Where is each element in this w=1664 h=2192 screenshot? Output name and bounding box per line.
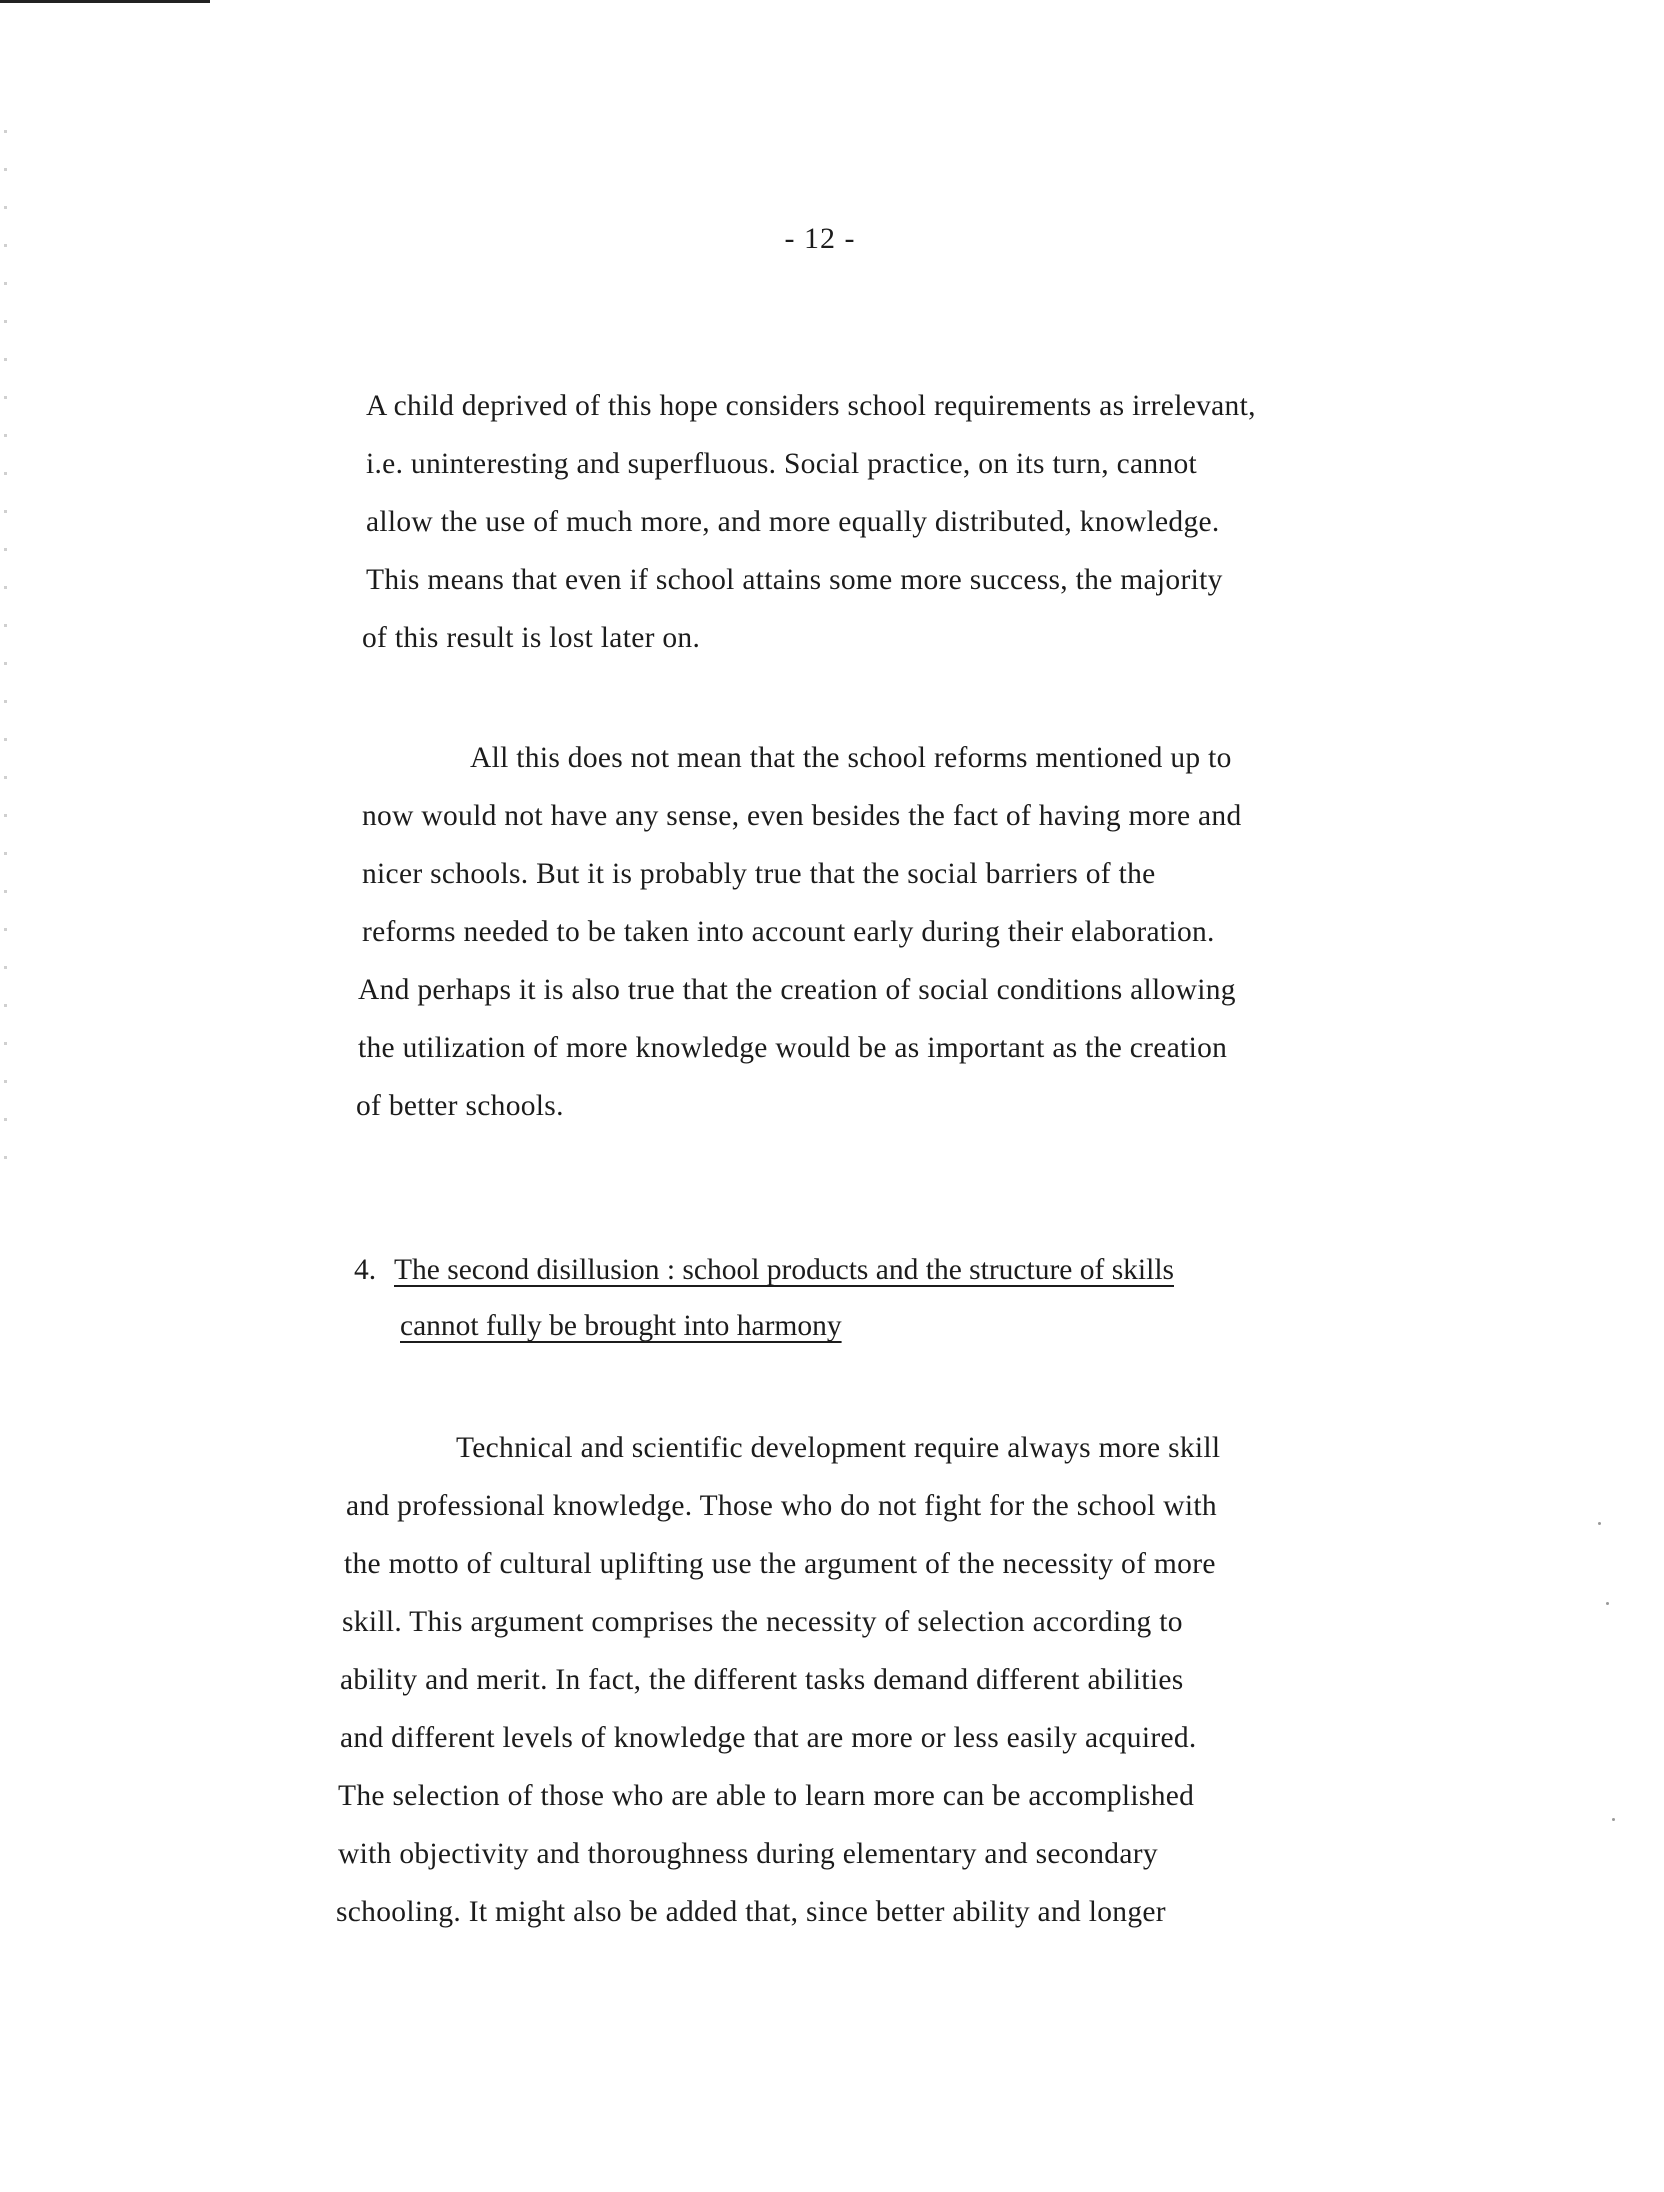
paragraph-2-line: reforms needed to be taken into account early during their elaboration.	[362, 916, 1215, 948]
paragraph-1-line: A child deprived of this hope considers school requirements as irrelevant,	[366, 390, 1256, 422]
scan-margin-specks	[4, 130, 7, 1180]
page-number: - 12 -	[784, 222, 856, 255]
section-title-part-1: The second disillusion : school products and the structure of skills	[394, 1254, 1174, 1286]
paragraph-3-line: and professional knowledge. Those who do not fight for the school with	[346, 1490, 1217, 1522]
scan-speck	[1606, 1602, 1609, 1605]
paragraph-3-line: schooling. It might also be added that, since better ability and longer	[336, 1896, 1166, 1928]
section-heading-line-1	[354, 1250, 1174, 1290]
section-number: 4.	[354, 1254, 377, 1286]
paragraph-1-line: allow the use of much more, and more equally distributed, knowledge.	[366, 506, 1220, 538]
paragraph-3-line: skill. This argument comprises the necessity of selection according to	[342, 1606, 1183, 1638]
paragraph-2-line: of better schools.	[356, 1090, 564, 1122]
paragraph-3-line: ability and merit. In fact, the different tasks demand different abilities	[340, 1664, 1184, 1696]
paragraph-2-line: And perhaps it is also true that the creation of social conditions allowing	[358, 974, 1236, 1006]
paragraph-2-line: now would not have any sense, even besides the fact of having more and	[362, 800, 1242, 832]
paragraph-3-line: Technical and scientific development require always more skill	[456, 1432, 1221, 1464]
paragraph-2-line: All this does not mean that the school reforms mentioned up to	[470, 742, 1232, 774]
paragraph-2-line: the utilization of more knowledge would be as important as the creation	[358, 1032, 1228, 1064]
scan-speck	[1612, 1818, 1615, 1821]
paragraph-3-line: and different levels of knowledge that are more or less easily acquired.	[340, 1722, 1197, 1754]
section-heading-line-2	[400, 1306, 842, 1346]
scan-edge-mark	[0, 0, 210, 3]
paragraph-1-line: This means that even if school attains some more success, the majority	[366, 564, 1223, 596]
paragraph-2-line: nicer schools. But it is probably true that the social barriers of the	[362, 858, 1156, 890]
paragraph-3-line: The selection of those who are able to learn more can be accomplished	[338, 1780, 1195, 1812]
paragraph-3-line: the motto of cultural uplifting use the argument of the necessity of more	[344, 1548, 1216, 1580]
paragraph-1-line: of this result is lost later on.	[362, 622, 701, 654]
paragraph-3-line: with objectivity and thoroughness during elementary and secondary	[338, 1838, 1158, 1870]
scan-speck	[1598, 1522, 1601, 1525]
paragraph-1-line: i.e. uninteresting and superfluous. Social practice, on its turn, cannot	[366, 448, 1198, 480]
section-title-part-2: cannot fully be brought into harmony	[400, 1310, 842, 1342]
